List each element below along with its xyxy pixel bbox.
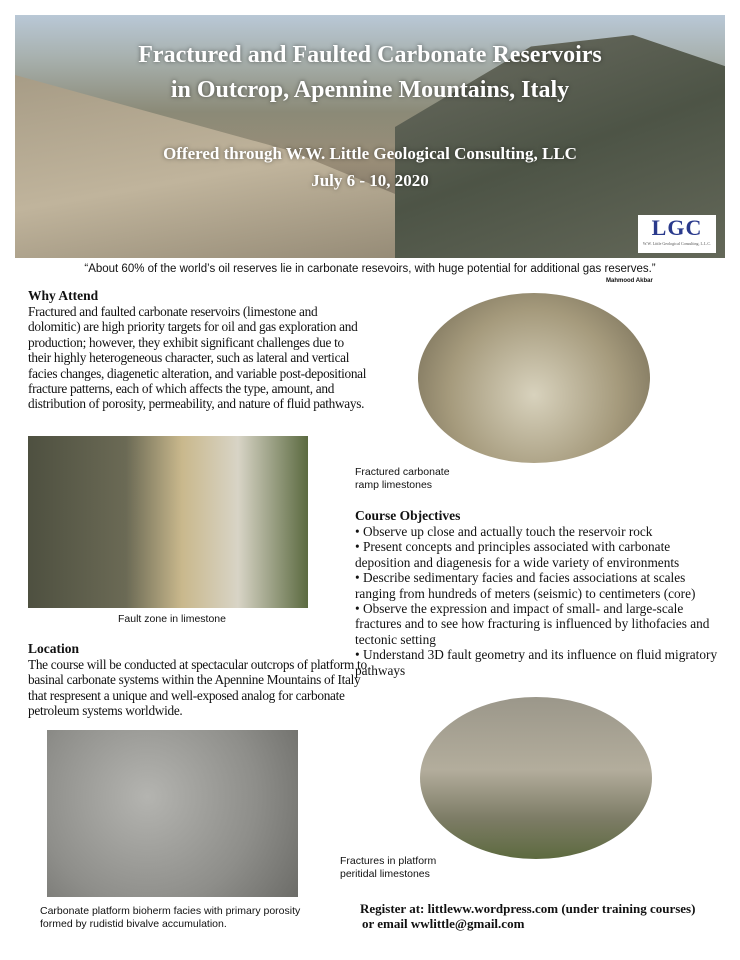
quote: “About 60% of the world’s oil reserves lie in carbonate resevoirs, with huge potential for additional gas reserves.”: [84, 263, 656, 275]
company-logo: LGC W.W. Little Geological Consulting, L.L.C.: [638, 215, 716, 253]
peritidal-caption: Fractures in platform peritidal limestones: [340, 855, 437, 880]
objective-item: • Describe sedimentary facies and facies associations at scales ranging from hundreds of meters (seismic) to centimeters (core): [355, 570, 696, 601]
register-info: [360, 901, 695, 931]
objective-item: • Present concepts and principles associated with carbonate deposition and diagenesis for a wide variety of environments: [355, 539, 680, 570]
page-title: Fractured and Faulted Carbonate Reservoirs in Outcrop, Apennine Mountains, Italy: [138, 42, 602, 103]
fault-zone-photo: [28, 436, 308, 608]
register-link[interactable]: Register at: littleww.wordpress.com (under training courses): [360, 901, 696, 916]
objectives-heading: Course Objectives: [355, 508, 461, 523]
objective-item: • Observe the expression and impact of small- and large-scale fractures and to see how fracturing is influenced by lithofacies and tectonic setting: [355, 601, 710, 647]
location-text: The course will be conducted at spectacular outcrops of platform to basinal carbonate systems within the Apennine Mountains of Italy that respresent a unique and well-exposed analog for carbonate petroleum systems worldwide.: [28, 657, 367, 719]
bioherm-caption: Carbonate platform bioherm facies with primary porosity formed by rudistid bivalve accumulation.: [40, 905, 301, 930]
subtitle: Offered through W.W. Little Geological Consulting, LLC July 6 - 10, 2020: [163, 144, 577, 190]
peritidal-photo: [420, 697, 652, 859]
bioherm-photo: [47, 730, 298, 897]
register-email[interactable]: or email wwlittle@gmail.com: [362, 916, 525, 931]
quote-author: Mahmood Akbar: [606, 278, 653, 284]
objective-item: • Understand 3D fault geometry and its influence on fluid migratory pathways: [355, 647, 718, 678]
fault-zone-caption: Fault zone in limestone: [118, 613, 226, 625]
objectives-list: [355, 524, 720, 678]
ramp-caption: Fractured carbonate ramp limestones: [355, 466, 450, 491]
why-attend-heading: Why Attend: [28, 288, 99, 303]
objective-item: • Observe up close and actually touch the reservoir rock: [355, 524, 653, 539]
location-heading: Location: [28, 641, 80, 656]
ramp-limestone-photo: [418, 293, 650, 463]
why-attend-text: Fractured and faulted carbonate reservoirs (limestone and dolomitic) are high priority targets for oil and gas exploration and production; however, they exhibit significant challenges due to their highly heterogeneous character, such as lateral and vertical facies changes, diagenetic alteration, and variable post-depositional fracture patterns, each of which affects the type, amount, and distribution of porosity, permeability, and nature of fluid pathways.: [28, 304, 367, 412]
